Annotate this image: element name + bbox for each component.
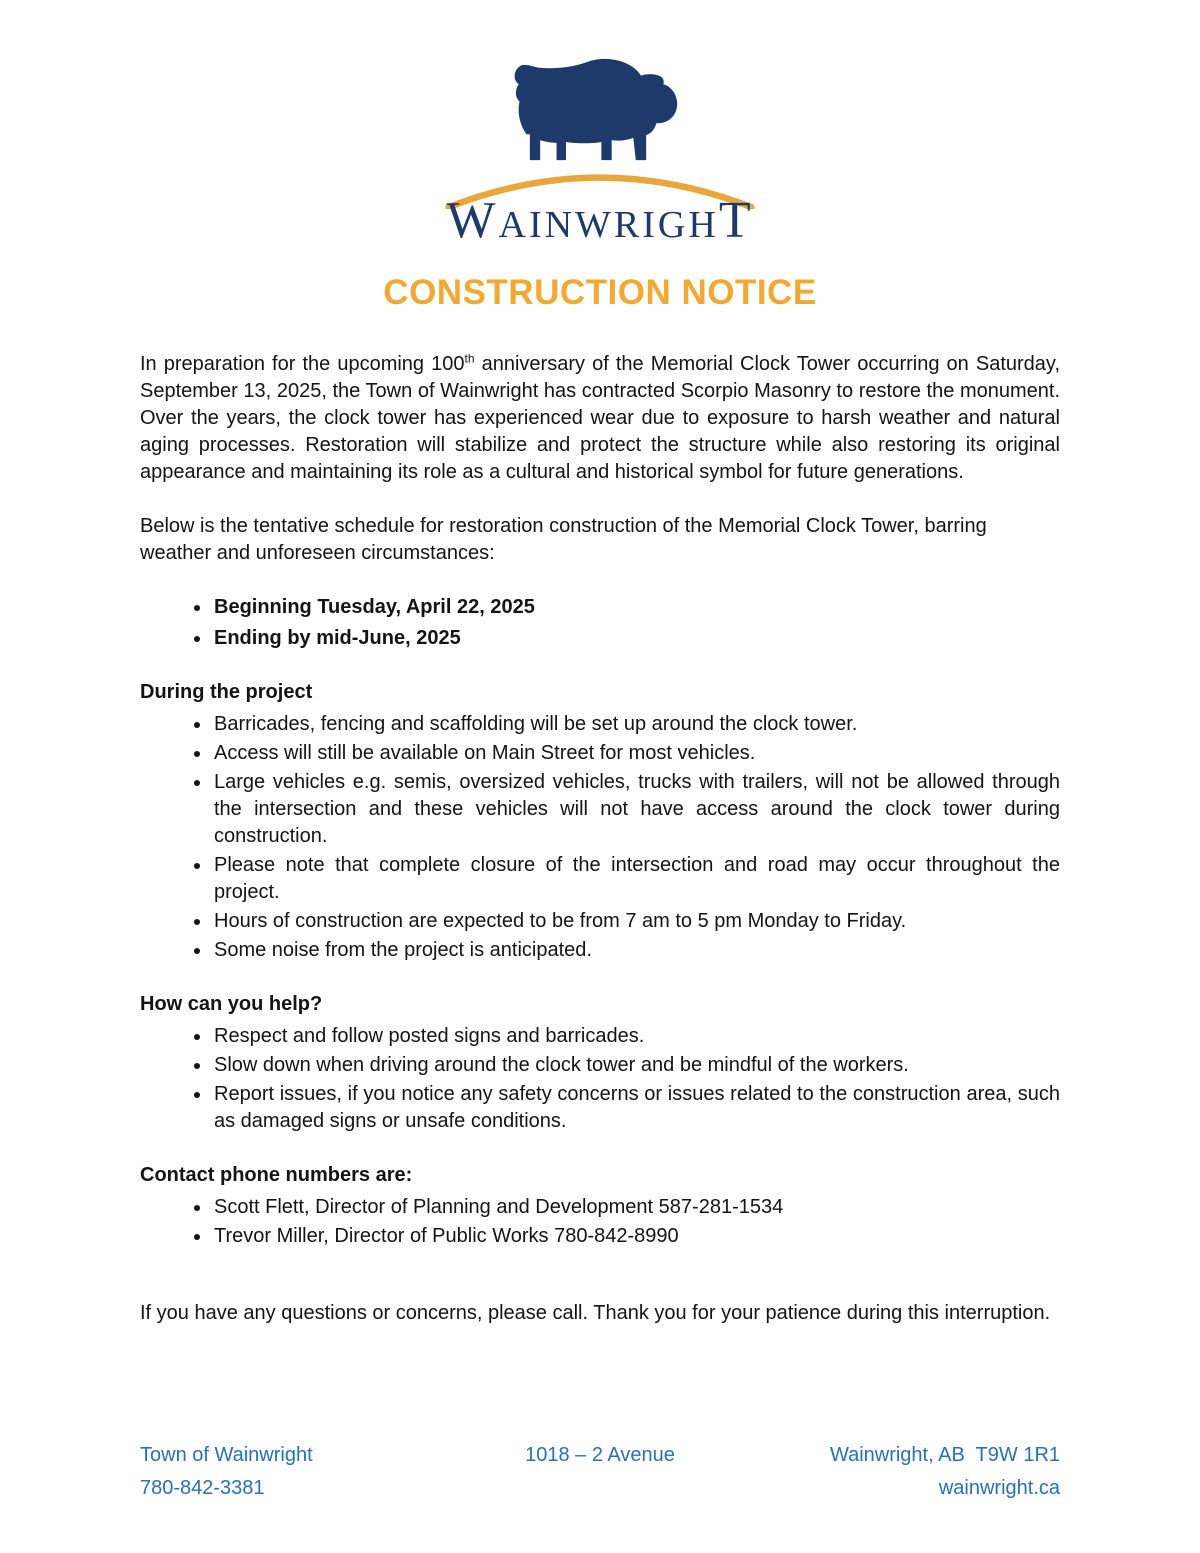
footer-left-column [140,1439,447,1505]
list-item: • Beginning Tuesday, April 22, 2025 [212,594,1060,621]
logo-wordmark [446,192,754,249]
list-item: • Scott Flett, Director of Planning and Development 587-281-1534 [212,1194,1060,1221]
wordmark-first-letter: W [446,192,499,249]
footer-org-name: Town of Wainwright [140,1444,313,1466]
section-heading-contact-numbers: Contact phone numbers are: [140,1164,413,1186]
intro-paragraph [140,351,1060,486]
page-title: CONSTRUCTION NOTICE [383,273,817,312]
how-to-help-list [140,1023,1060,1135]
ordinal-superscript: th [464,351,475,366]
list-item: • Trevor Miller, Director of Public Works 780-842-8990 [212,1223,1060,1250]
list-item: • Barricades, fencing and scaffolding will be set up around the clock tower. [212,711,1060,738]
list-item: • Please note that complete closure of the intersection and road may occur throughout the project. [212,852,1060,906]
footer-phone: 780-842-3381 [140,1477,265,1499]
footer-website: wainwright.ca [938,1477,1061,1499]
section-heading-during-the-project: During the project [140,681,313,703]
intro-text-before-sup: In preparation for the upcoming 100 [140,353,465,375]
footer-right-column [753,1439,1060,1505]
wordmark-middle-letters: AINWRIGH [498,204,719,246]
bison-icon [503,55,698,167]
list-item: • Some noise from the project is anticipated. [212,937,1060,964]
schedule-intro-paragraph: Below is the tentative schedule for restoration construction of the Memorial Clock Tower, barring weather and unforeseen circumstances: [140,515,987,564]
list-item: • Slow down when driving around the clock tower and be mindful of the workers. [212,1052,1060,1079]
list-item: • Access will still be available on Main Street for most vehicles. [212,740,1060,767]
page-footer [140,1439,1060,1505]
list-item: • Hours of construction are expected to be from 7 am to 5 pm Monday to Friday. [212,908,1060,935]
intro-text-after-sup: anniversary of the Memorial Clock Tower occurring on Saturday, September 13, 2025, the Town of Wainwright has contracted Scorpio Masonry to restore the monument. Over the years, the clock tower has experienced wear due to exposure to harsh weather and natural aging processes. Restoration will stabilize and protect the structure while also restoring its original appearance and maintaining its role as a cultural and historical symbol for future generations. [140,353,1061,483]
list-item: • Respect and follow posted signs and barricades. [212,1023,1060,1050]
footer-center-column [447,1439,754,1505]
contact-list [140,1194,1060,1250]
footer-city-postal: Wainwright, AB T9W 1R1 [829,1444,1061,1466]
list-item: • Large vehicles e.g. semis, oversized vehicles, trucks with trailers, will not be allowed through the intersection and these vehicles will not have access around the clock tower during construction. [212,769,1060,850]
wordmark-last-letter: T [718,192,754,249]
town-logo [0,0,1200,247]
list-item: • Report issues, if you notice any safety concerns or issues related to the construction area, such as damaged signs or unsafe conditions. [212,1081,1060,1135]
notice-body [140,351,1060,1327]
during-project-list [140,711,1060,964]
closing-paragraph: If you have any questions or concerns, please call. Thank you for your patience during this interruption. [140,1302,1051,1324]
schedule-list [140,594,1060,652]
section-heading-how-can-you-help: How can you help? [140,993,323,1015]
footer-street-address: 1018 – 2 Avenue [525,1444,675,1466]
list-item: • Ending by mid-June, 2025 [212,625,1060,652]
